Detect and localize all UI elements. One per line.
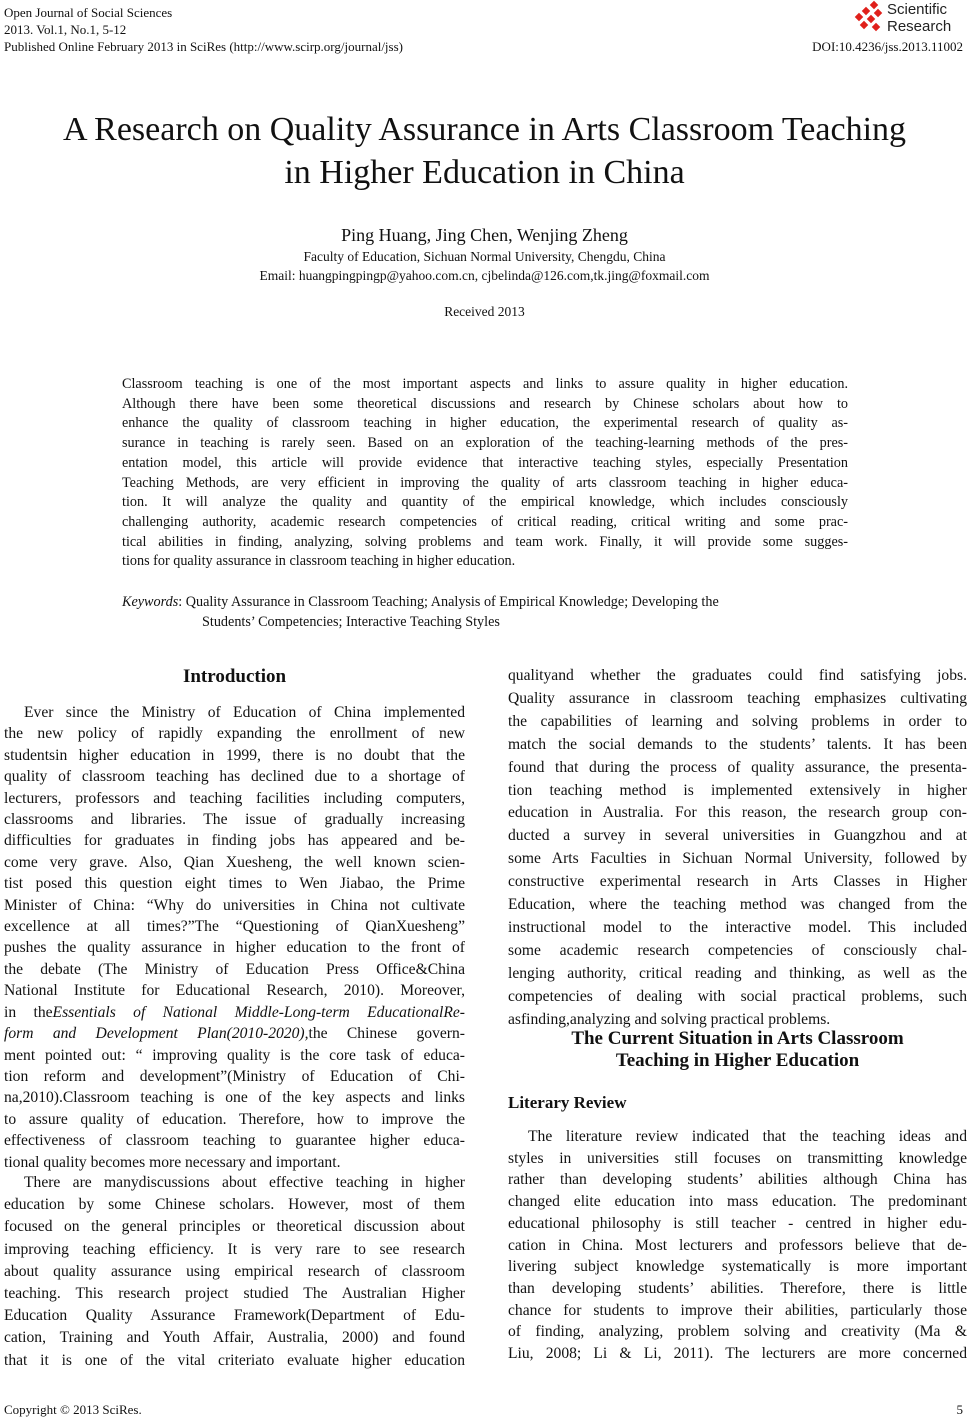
authors: Ping Huang, Jing Chen, Wenjing Zheng: [341, 225, 628, 245]
text-line: some Arts Faculties in Sichuan Normal University, followed by: [508, 850, 967, 868]
text-line: about quality assurance using empirical research of classroom: [4, 1262, 465, 1280]
text-line: difficulties for graduates in finding jobs has appeared and be-: [4, 832, 465, 850]
title-line: in Higher Education in China: [284, 154, 685, 191]
text-line: that it is one of the vital criteriato evaluate higher education: [4, 1351, 465, 1369]
text-line: the capabilities of learning and solving problems in order to: [508, 712, 967, 730]
text-line: cation in China. Most lecturers and professors believe that de-: [508, 1236, 967, 1254]
text-line: focused on the general principles or theoretical discussion about: [4, 1218, 465, 1236]
text-line: pushes the quality assurance in higher education to the front of: [4, 939, 465, 957]
text-line: classrooms and libraries. The issue of gradually increasing: [4, 811, 465, 829]
introduction-paragraph-2: [4, 1172, 465, 1372]
text-line: tist posed this question eight times to Wen Jiabao, the Prime: [4, 875, 465, 893]
text-line: found that during the process of quality assurance, the presenta-: [508, 758, 967, 776]
text-line: teaching. This research project studied The Australian Higher: [4, 1285, 465, 1303]
text-line: to assure quality of education. Therefore, how to improve the: [4, 1110, 465, 1128]
text-line: Minister of China: “Why do universities in China not cultivate: [4, 896, 465, 914]
text-line: surance in teaching is rarely seen. Based on an exploration of the teaching-learning methods of the pres-: [122, 435, 848, 452]
abstract: [122, 375, 848, 572]
text-line: tion. It will analyze the quality and quantity of the empirical knowledge, which includes consciously: [122, 494, 848, 511]
text-line: changed elite education into mass education. The predominant: [508, 1193, 967, 1211]
logo-text-1: Scientific: [887, 1, 948, 18]
text-line: quality of classroom teaching has declined due to a shortage of: [4, 768, 465, 786]
publication-info: Published Online February 2013 in SciRes (http://www.scirp.org/journal/jss): [4, 39, 403, 54]
italic-title: form and Development Plan(2010-2020),: [4, 1025, 309, 1043]
journal-name: Open Journal of Social Sciences: [4, 5, 173, 20]
text-line: enhance the quality of classroom teaching in higher education, the experimental research of quality as-: [122, 415, 848, 432]
text-line: qualityand whether the graduates could find satisfying jobs.: [508, 667, 967, 684]
text-line: some academic research competencies of consciously chal-: [508, 941, 967, 959]
heading-line: Teaching in Higher Education: [615, 1050, 860, 1071]
journal-volume: 2013. Vol.1, No.1, 5-12: [4, 22, 127, 37]
text-line: Quality assurance in classroom teaching emphasizes cultivating: [508, 689, 967, 707]
text-line: Teaching Methods, are very efficient in improving the quality of arts classroom teaching in higher educa-: [122, 474, 848, 491]
introduction-paragraph-1: [4, 702, 465, 1173]
paper-title: [0, 108, 969, 194]
text-line: There are manydiscussions about effective teaching in higher: [24, 1174, 465, 1191]
text-line: Ever since the Ministry of Education of China implemented: [24, 704, 465, 721]
text-line: tional quality becomes more necessary and important.: [4, 1153, 341, 1171]
text-line: excellence at all times?”The “Questioning of QianXuesheng”: [4, 918, 465, 936]
subheading-literary-review: Literary Review: [508, 1093, 627, 1112]
text-line: tion teaching method is implemented extensively in higher: [508, 781, 967, 799]
literary-review-paragraph: [508, 1126, 967, 1365]
text-fragment: the Chinese govern-: [308, 1025, 465, 1043]
text-line: lecturers, professors and teaching facilities including computers,: [4, 789, 465, 807]
scientific-research-logo: [853, 0, 963, 38]
text-line: livering subject knowledge systematically is more important: [508, 1258, 967, 1276]
text-line: chance for students to improve their abilities, particularly those: [508, 1301, 967, 1319]
italic-title: Essentials of National Middle-Long-term EducationalRe-: [52, 1003, 465, 1021]
text-line: of finding, analyzing, problem solving and creativity (Ma &: [508, 1323, 967, 1341]
keywords-text: : Quality Assurance in Classroom Teaching; Analysis of Empirical Knowledge; Developing the: [178, 594, 719, 610]
text-line: constructive experimental research in Arts Classes in Higher: [508, 873, 967, 891]
email: Email: huangpingpingp@yahoo.com.cn, cjbelinda@126.com,tk.jing@foxmail.com: [259, 268, 710, 283]
received-date: Received 2013: [444, 304, 525, 319]
text-line: rather than developing students’ abilities although China has: [508, 1171, 967, 1189]
text-line: come very grave. Also, Qian Xuesheng, the well known scien-: [4, 853, 465, 871]
text-line: lenging authority, critical reading and thinking, as well as the: [508, 964, 967, 982]
text-line: tical abilities in finding, analyzing, solving problems and team work. Finally, it will provide some sugges-: [122, 533, 848, 550]
text-line: Liu, 2008; Li & Li, 2011). The lecturers are more concerned: [508, 1345, 967, 1363]
text-line: The literature review indicated that the teaching ideas and: [528, 1128, 967, 1145]
keywords-label: Keywords: [122, 594, 179, 610]
keywords-text: Students’ Competencies; Interactive Teaching Styles: [202, 613, 500, 630]
text-line: improving teaching efficiency. It is very rare to see research: [4, 1240, 465, 1258]
text-line: Education Quality Assurance Framework(Department of Edu-: [4, 1307, 465, 1325]
text-line: education in Australia. For this reason, the research group con-: [508, 804, 967, 822]
text-line: tion reform and development”(Ministry of Education of Chi-: [4, 1067, 465, 1085]
text-line: Education, where the teaching method was changed from the: [508, 896, 967, 914]
text-line: National Institute for Educational Research, 2010). Moreover,: [4, 982, 465, 1000]
text-line: asfinding,analyzing and solving practical problems.: [508, 1010, 831, 1028]
text-line: cation, Training and Youth Affair, Australia, 2000) and found: [4, 1329, 465, 1347]
section-heading-current-situation: [508, 1028, 967, 1072]
text-line: the new policy of rapidly expanding the enrollment of new: [4, 725, 465, 743]
text-line: the debate (The Ministry of Education Press Office&China: [4, 960, 465, 978]
text-line: effectiveness of classroom teaching to guarantee higher educa-: [4, 1132, 465, 1150]
journal-header: [4, 4, 403, 55]
text-line: instructional model to the interactive model. This included: [508, 918, 967, 936]
text-line: Although there have been some theoretical discussions and research by Chinese scholars about how to: [122, 395, 848, 412]
section-heading-introduction: Introduction: [182, 666, 287, 687]
text-line: than developing students’ abilities. Therefore, there is little: [508, 1279, 967, 1297]
logo-diamonds-icon: [853, 0, 887, 36]
text-line: entation model, this article will provide evidence that interactive teaching styles, especially Presentation: [122, 454, 848, 471]
text-line: studentsin higher education in 1999, there is no doubt that the: [4, 746, 465, 764]
text-line: match the social demands to the students’ talents. It has been: [508, 735, 967, 753]
affiliation: Faculty of Education, Sichuan Normal University, Chengdu, China: [303, 249, 666, 264]
text-line: Classroom teaching is one of the most important aspects and links to assure quality in higher education.: [122, 376, 848, 392]
page-number: 5: [956, 1402, 963, 1417]
text-line: challenging authority, academic research competencies of critical reading, critical writing and some prac-: [122, 513, 848, 530]
text-line: tions for quality assurance in classroom teaching in higher education.: [122, 553, 516, 570]
copyright: Copyright © 2013 SciRes.: [4, 1402, 142, 1417]
right-paragraph-1: [508, 665, 967, 1032]
text-line: styles in universities still focuses on transmitting knowledge: [508, 1149, 967, 1167]
text-line: [4, 1002, 465, 1023]
text-line: ducted a survey in several universities in Guangzhou and at: [508, 827, 967, 845]
text-fragment: in the: [4, 1003, 53, 1021]
heading-line: The Current Situation in Arts Classroom: [571, 1028, 904, 1049]
logo-text-2: Research: [887, 18, 952, 35]
text-line: education by some Chinese scholars. However, most of them: [4, 1196, 465, 1214]
keywords: [122, 593, 719, 632]
doi: DOI:10.4236/jss.2013.11002: [812, 39, 963, 54]
text-line: competencies of dealing with social practical problems, such: [508, 987, 967, 1005]
text-line: na,2010).Classroom teaching is one of the key aspects and links: [4, 1089, 465, 1107]
text-line: [4, 1023, 465, 1044]
text-line: educational philosophy is still teacher - centred in higher edu-: [508, 1214, 967, 1232]
title-line: A Research on Quality Assurance in Arts Classroom Teaching: [62, 111, 907, 148]
text-line: ment pointed out: “ improving quality is the core task of educa-: [4, 1046, 465, 1064]
